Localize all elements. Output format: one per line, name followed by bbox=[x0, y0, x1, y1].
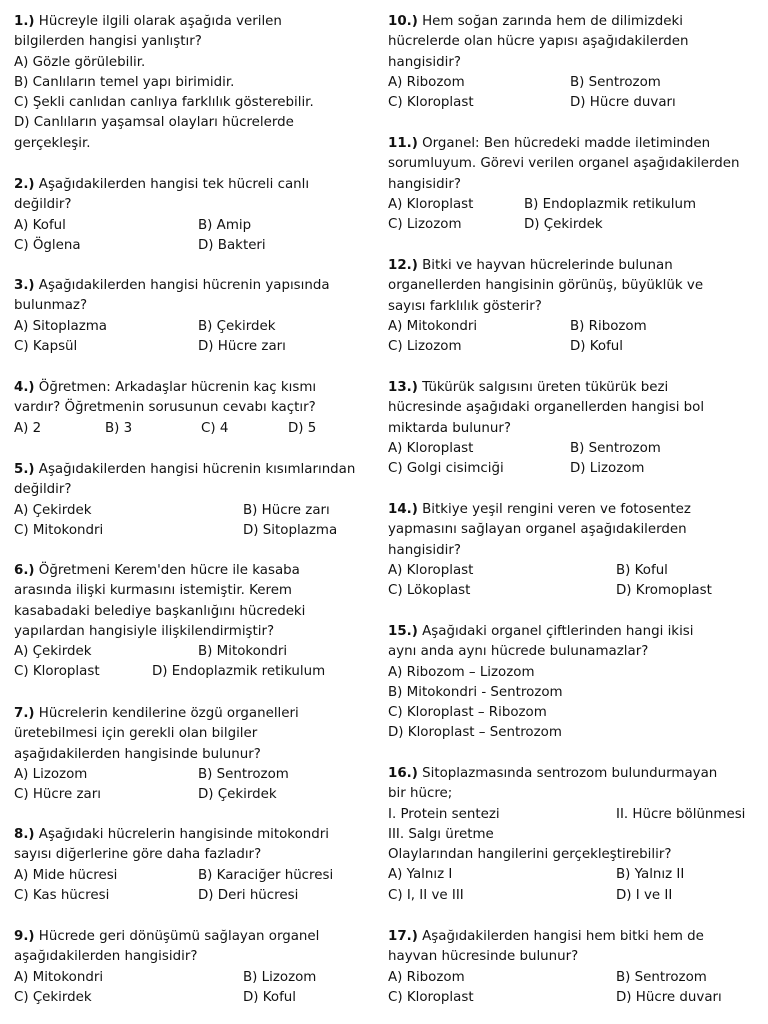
answer-option[interactable]: D) Bakteri bbox=[198, 237, 266, 253]
question-text: hayvan hücresinde bulunur? bbox=[388, 949, 579, 965]
question-text: sorumluyum. Görevi verilen organel aşağıdakilerden bbox=[388, 156, 740, 172]
answer-option[interactable]: D) 5 bbox=[288, 420, 317, 436]
answer-option[interactable]: A) Mitokondri bbox=[388, 318, 478, 334]
answer-row bbox=[388, 93, 760, 113]
answer-row bbox=[14, 216, 380, 236]
question-q3 bbox=[14, 276, 380, 357]
question-text: Bitkiye yeşil rengini veren ve fotosentez bbox=[417, 502, 691, 517]
answer-option[interactable]: D) Koful bbox=[570, 339, 624, 355]
question-stem-line bbox=[14, 398, 380, 418]
answer-option[interactable]: C) I, II ve III bbox=[388, 887, 464, 903]
question-text: Aşağıdaki hücrelerin hangisinde mitokondri bbox=[34, 827, 329, 842]
question-q16 bbox=[388, 764, 760, 906]
question-stem-line bbox=[388, 541, 760, 561]
question-stem-first-line bbox=[14, 175, 380, 195]
answer-option[interactable]: C) Lizozom bbox=[388, 217, 462, 233]
answer-row bbox=[14, 785, 380, 805]
question-number: 16.) bbox=[388, 766, 418, 781]
answer-row bbox=[388, 968, 760, 988]
question-number: 2.) bbox=[14, 177, 35, 192]
question-stem-line bbox=[14, 947, 380, 967]
question-text: sayısı farklılık gösterir? bbox=[388, 298, 542, 314]
answer-row bbox=[14, 317, 380, 337]
answer-option[interactable]: A) Ribozom bbox=[388, 969, 465, 985]
answer-option[interactable]: B) 3 bbox=[105, 420, 133, 436]
answer-option[interactable]: A) Yalnız I bbox=[388, 867, 453, 883]
question-stem-line bbox=[388, 276, 760, 296]
answer-row bbox=[388, 439, 760, 459]
question-number: 8.) bbox=[14, 827, 35, 842]
answer-option[interactable]: D) Endoplazmik retikulum bbox=[152, 664, 326, 680]
answer-row bbox=[14, 765, 380, 785]
question-number: 14.) bbox=[388, 502, 418, 517]
answer-option[interactable]: C) Şekli canlıdan canlıya farklılık gösterebilir. bbox=[14, 95, 314, 111]
question-text: sayısı diğerlerine göre daha fazladır? bbox=[14, 847, 262, 863]
question-stem-first-line bbox=[388, 927, 760, 947]
answer-option[interactable]: D) Kromoplast bbox=[616, 583, 712, 599]
question-number: 1.) bbox=[14, 14, 35, 29]
question-stem-line bbox=[388, 297, 760, 317]
answer-option[interactable]: B) Sentrozom bbox=[570, 74, 661, 90]
answer-row bbox=[14, 886, 380, 906]
question-text: Aşağıdaki organel çiftlerinden hangi ikisi bbox=[417, 624, 694, 639]
answer-row bbox=[14, 968, 380, 988]
answer-option[interactable]: C) Kas hücresi bbox=[14, 887, 110, 903]
answer-row bbox=[14, 337, 380, 357]
question-number: 7.) bbox=[14, 706, 35, 721]
question-text: Öğretmen: Arkadaşlar hücrenin kaç kısmı bbox=[34, 380, 317, 395]
question-stem-first-line bbox=[388, 256, 760, 276]
question-number: 12.) bbox=[388, 258, 418, 273]
answer-row bbox=[388, 73, 760, 93]
question-stem-first-line bbox=[388, 134, 760, 154]
question-text: III. Salgı üretme bbox=[388, 826, 494, 842]
question-q8 bbox=[14, 825, 380, 906]
answer-option[interactable]: B) Ribozom bbox=[570, 318, 647, 334]
question-text: organellerden hangisinin görünüş, büyüklük ve bbox=[388, 278, 704, 294]
answer-row bbox=[14, 662, 380, 682]
question-number: 3.) bbox=[14, 278, 35, 293]
question-stem-line bbox=[388, 53, 760, 73]
question-number: 15.) bbox=[388, 624, 418, 639]
question-stem-line bbox=[388, 175, 760, 195]
question-stem-line bbox=[14, 745, 380, 765]
answer-option[interactable]: C) Kloroplast bbox=[388, 95, 474, 111]
answer-option[interactable]: D) Kloroplast – Sentrozom bbox=[388, 725, 562, 741]
answer-option[interactable]: D) Koful bbox=[243, 989, 297, 1005]
answer-option[interactable]: D) Lizozom bbox=[570, 461, 645, 477]
question-stem-line bbox=[14, 724, 380, 744]
answer-option[interactable]: A) Kloroplast bbox=[388, 562, 474, 578]
question-stem-line bbox=[14, 480, 380, 500]
question-text: vardır? Öğretmenin sorusunun cevabı kaçtır? bbox=[14, 400, 316, 416]
question-stem-line bbox=[388, 419, 760, 439]
question-q14 bbox=[388, 500, 760, 601]
answer-option[interactable]: A) Koful bbox=[14, 217, 66, 233]
answer-option[interactable]: I. Protein sentezi bbox=[388, 806, 500, 822]
answer-row bbox=[388, 215, 760, 235]
question-stem-line bbox=[14, 602, 380, 622]
question-stem-line bbox=[14, 296, 380, 316]
question-text: Aşağıdakilerden hangisi tek hücreli canlı bbox=[34, 177, 310, 192]
answer-option[interactable]: B) Amip bbox=[198, 217, 252, 233]
question-stem-first-line bbox=[14, 378, 380, 398]
answer-option[interactable]: C) Kapsül bbox=[14, 338, 78, 354]
answer-option[interactable]: A) Mitokondri bbox=[14, 969, 104, 985]
question-text: bulunmaz? bbox=[14, 298, 88, 314]
question-text: hücresinde aşağıdaki organellerden hangisi bol bbox=[388, 400, 705, 416]
answer-row bbox=[14, 642, 380, 662]
question-q11 bbox=[388, 134, 760, 235]
question-stem-first-line bbox=[14, 825, 380, 845]
answer-option[interactable]: D) Hücre duvarı bbox=[570, 95, 676, 111]
question-q9 bbox=[14, 927, 380, 1008]
answer-option[interactable]: C) Kloroplast – Ribozom bbox=[388, 705, 547, 721]
question-number: 13.) bbox=[388, 380, 418, 395]
question-text: Organel: Ben hücredeki madde iletiminden bbox=[417, 136, 711, 151]
answer-option[interactable]: D) Hücre duvarı bbox=[616, 989, 722, 1005]
answer-option[interactable]: A) Sitoplazma bbox=[14, 318, 108, 334]
question-text: hangisidir? bbox=[388, 176, 461, 192]
question-number: 5.) bbox=[14, 462, 35, 477]
question-stem-line bbox=[14, 622, 380, 642]
question-q13 bbox=[388, 378, 760, 479]
question-stem-first-line bbox=[14, 561, 380, 581]
answer-row bbox=[14, 521, 380, 541]
answer-option[interactable]: B) Mitokondri bbox=[198, 644, 288, 660]
answer-option[interactable]: C) Mitokondri bbox=[14, 522, 104, 538]
answer-option[interactable]: B) Sentrozom bbox=[198, 766, 289, 782]
answer-option[interactable]: C) Kloroplast bbox=[388, 989, 474, 1005]
question-text: Öğretmeni Kerem'den hücre ile kasaba bbox=[34, 563, 300, 578]
answer-option[interactable]: C) Hücre zarı bbox=[14, 787, 101, 803]
question-text: Sitoplazmasında sentrozom bulundurmayan bbox=[417, 766, 718, 781]
answer-option[interactable]: C) Kloroplast bbox=[14, 664, 100, 680]
answer-option[interactable]: A) Çekirdek bbox=[14, 502, 92, 518]
answer-option[interactable]: B) Canlıların temel yapı birimidir. bbox=[14, 74, 235, 90]
question-text: üretebilmesi için gerekli olan bilgiler bbox=[14, 726, 258, 742]
answer-option[interactable]: C) Lökoplast bbox=[388, 583, 471, 599]
question-stem-line bbox=[388, 642, 760, 662]
question-text: Aşağıdakilerden hangisi hücrenin yapısında bbox=[34, 278, 330, 293]
question-stem-line bbox=[388, 947, 760, 967]
answer-option[interactable]: D) Çekirdek bbox=[198, 787, 277, 803]
answer-row bbox=[14, 501, 380, 521]
question-number: 10.) bbox=[388, 14, 418, 29]
question-text: Hem soğan zarında hem de dilimizdeki bbox=[417, 14, 683, 29]
question-q15 bbox=[388, 622, 760, 744]
question-number: 4.) bbox=[14, 380, 35, 395]
answer-option[interactable]: B) Sentrozom bbox=[616, 969, 707, 985]
answer-option[interactable]: C) Öglena bbox=[14, 237, 81, 253]
answer-option[interactable]: C) Lizozom bbox=[388, 339, 462, 355]
question-stem-line bbox=[14, 195, 380, 215]
question-stem-line bbox=[14, 581, 380, 601]
question-stem-line bbox=[388, 32, 760, 52]
answer-option[interactable]: A) Lizozom bbox=[14, 766, 88, 782]
answer-option[interactable]: II. Hücre bölünmesi bbox=[616, 806, 746, 822]
question-text: Hücrede geri dönüşümü sağlayan organel bbox=[34, 929, 320, 944]
question-number: 6.) bbox=[14, 563, 35, 578]
question-q17 bbox=[388, 927, 760, 1008]
answer-row bbox=[388, 317, 760, 337]
answer-row bbox=[14, 419, 380, 439]
answer-option[interactable]: B) Mitokondri - Sentrozom bbox=[388, 684, 563, 700]
answer-option[interactable]: A) Gözle görülebilir. bbox=[14, 54, 146, 70]
question-text: Aşağıdakilerden hangisi hücrenin kısımlarından bbox=[34, 462, 356, 477]
question-number: 17.) bbox=[388, 929, 418, 944]
question-stem-first-line bbox=[388, 622, 760, 642]
answer-option[interactable]: B) Çekirdek bbox=[198, 318, 276, 334]
question-stem-first-line bbox=[388, 12, 760, 32]
answer-row bbox=[14, 866, 380, 886]
question-text: yapılardan hangisiyle ilişkilendirmiştir? bbox=[14, 623, 275, 639]
question-q4 bbox=[14, 378, 380, 439]
answer-option[interactable]: B) Yalnız II bbox=[616, 867, 685, 883]
answer-row bbox=[388, 988, 760, 1008]
question-q7 bbox=[14, 704, 380, 805]
question-text: hangisidir? bbox=[388, 542, 461, 558]
question-text: kasabadaki belediye başkanlığını hücredeki bbox=[14, 603, 306, 619]
question-stem-first-line bbox=[14, 12, 380, 32]
answer-option[interactable]: A) Kloroplast bbox=[388, 196, 474, 212]
answer-row bbox=[388, 337, 760, 357]
answer-option[interactable]: A) Kloroplast bbox=[388, 440, 474, 456]
answer-option[interactable]: D) Sitoplazma bbox=[243, 522, 338, 538]
answer-option[interactable]: B) Koful bbox=[616, 562, 668, 578]
question-q10 bbox=[388, 12, 760, 113]
question-stem-first-line bbox=[388, 500, 760, 520]
answer-option[interactable]: B) Endoplazmik retikulum bbox=[524, 196, 697, 212]
question-stem-first-line bbox=[14, 927, 380, 947]
question-text: bilgilerden hangisi yanlıştır? bbox=[14, 34, 202, 50]
answer-row bbox=[14, 988, 380, 1008]
answer-row bbox=[388, 865, 760, 885]
question-stem-first-line bbox=[14, 704, 380, 724]
question-stem-line bbox=[388, 520, 760, 540]
answer-option[interactable]: B) Karaciğer hücresi bbox=[198, 867, 334, 883]
question-q5 bbox=[14, 460, 380, 541]
answer-row bbox=[14, 236, 380, 256]
question-text: Hücrelerin kendilerine özgü organelleri bbox=[34, 706, 299, 721]
answer-option[interactable]: B) Lizozom bbox=[243, 969, 317, 985]
answer-option[interactable]: C) Golgi cisimciği bbox=[388, 461, 504, 477]
question-text: Tükürük salgısını üreten tükürük bezi bbox=[417, 380, 669, 395]
answer-option-continued: gerçekleşir. bbox=[14, 135, 91, 151]
question-text: aşağıdakilerden hangisinde bulunur? bbox=[14, 746, 261, 762]
question-stem-first-line bbox=[388, 764, 760, 784]
answer-option[interactable]: C) 4 bbox=[201, 420, 229, 436]
question-text: hücrelerde olan hücre yapısı aşağıdakilerden bbox=[388, 34, 689, 50]
question-stem-line bbox=[388, 154, 760, 174]
answer-option[interactable]: A) 2 bbox=[14, 420, 42, 436]
question-text: yapmasını sağlayan organel aşağıdakilerden bbox=[388, 522, 687, 538]
question-number: 11.) bbox=[388, 136, 418, 151]
question-q2 bbox=[14, 175, 380, 256]
question-text: Aşağıdakilerden hangisi hem bitki hem de bbox=[417, 929, 704, 944]
question-stem-first-line bbox=[388, 378, 760, 398]
answer-row bbox=[388, 886, 760, 906]
question-q6 bbox=[14, 561, 380, 683]
answer-option[interactable]: B) Sentrozom bbox=[570, 440, 661, 456]
question-q12 bbox=[388, 256, 760, 357]
answer-option[interactable]: D) Canlıların yaşamsal olayları hücrelerde bbox=[14, 115, 294, 131]
question-text: Olaylarından hangilerini gerçekleştirebilir? bbox=[388, 847, 672, 863]
question-text: değildir? bbox=[14, 197, 72, 213]
question-stem-line bbox=[388, 784, 760, 804]
answer-option[interactable]: D) Deri hücresi bbox=[198, 887, 299, 903]
question-number: 9.) bbox=[14, 929, 35, 944]
question-stem-line bbox=[14, 845, 380, 865]
question-text: bir hücre; bbox=[388, 786, 453, 802]
answer-option[interactable]: D) Çekirdek bbox=[524, 217, 603, 233]
answer-row bbox=[388, 805, 760, 825]
question-stem-first-line bbox=[14, 460, 380, 480]
question-stem-line bbox=[14, 32, 380, 52]
question-text: aşağıdakilerden hangisidir? bbox=[14, 949, 198, 965]
answer-option[interactable]: A) Ribozom – Lizozom bbox=[388, 664, 535, 680]
answer-row bbox=[388, 195, 760, 215]
question-stem-first-line bbox=[14, 276, 380, 296]
question-q1 bbox=[14, 12, 380, 154]
answer-option[interactable]: D) Hücre zarı bbox=[198, 338, 286, 354]
answer-option[interactable]: D) I ve II bbox=[616, 887, 673, 903]
question-text: değildir? bbox=[14, 482, 72, 498]
answer-option[interactable]: C) Çekirdek bbox=[14, 989, 92, 1005]
question-text: Hücreyle ilgili olarak aşağıda verilen bbox=[34, 14, 282, 29]
question-stem-line bbox=[388, 398, 760, 418]
answer-row bbox=[388, 459, 760, 479]
answer-option[interactable]: A) Çekirdek bbox=[14, 644, 92, 660]
answer-option[interactable]: A) Mide hücresi bbox=[14, 867, 118, 883]
question-text: miktarda bulunur? bbox=[388, 420, 511, 436]
answer-row bbox=[388, 581, 760, 601]
question-text: Bitki ve hayvan hücrelerinde bulunan bbox=[417, 258, 673, 273]
question-text: aynı anda aynı hücrede bulunamazlar? bbox=[388, 644, 649, 660]
answer-row bbox=[388, 561, 760, 581]
answer-option[interactable]: B) Hücre zarı bbox=[243, 502, 330, 518]
question-text: hangisidir? bbox=[388, 54, 461, 70]
question-text: arasında ilişki kurmasını istemiştir. Kerem bbox=[14, 583, 292, 599]
answer-option[interactable]: A) Ribozom bbox=[388, 74, 465, 90]
